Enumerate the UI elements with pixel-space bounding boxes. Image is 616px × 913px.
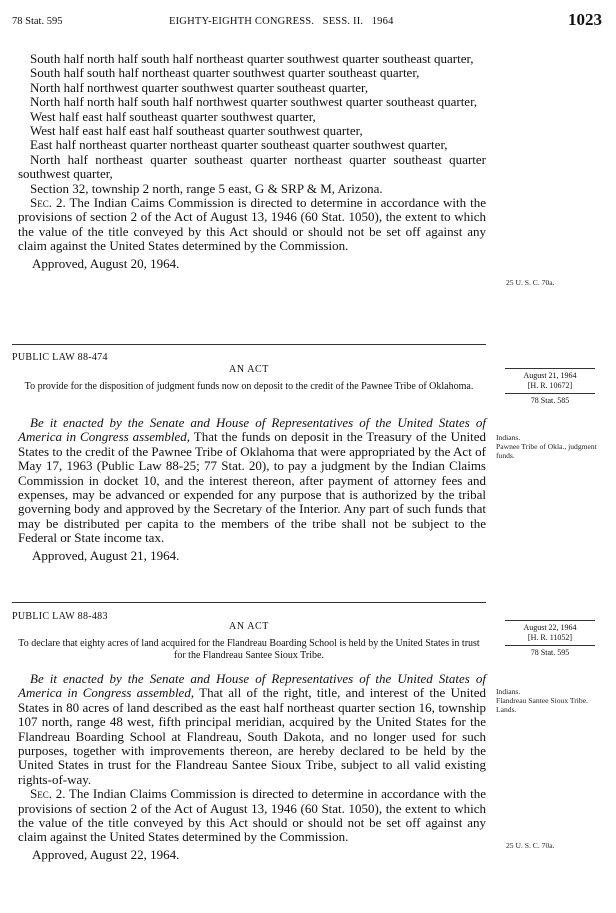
- margin-note: Indians. Flandreau Santee Sioux Tribe. Lands.: [496, 687, 588, 714]
- land-line: North half northwest quarter southwest quarter southeast quarter,: [30, 79, 369, 95]
- enactment-date: August 22, 1964: [505, 620, 595, 633]
- land-line: West half east half east half southeast quarter southwest quarter,: [30, 123, 363, 139]
- congress-session: EIGHTY-EIGHTH CONGRESS. SESS. II. 1964: [169, 16, 394, 27]
- section-text: The Indian Caims Commission is directed to determine in accordance with the provisions of section 2 of the Act of August 13, 1946 (60 Stat. 1050), the extent to which the value of the title conveyed by this Act should or should not be set off against any claim against the United States determined by the Commission.: [18, 195, 486, 254]
- stat-citation: 78 Stat. 595: [505, 645, 595, 658]
- land-line: North half northeast quarter southeast quarter northeast quarter southeast quarter southwest quarter,: [18, 151, 486, 182]
- section-label: Sec. 2.: [30, 786, 66, 802]
- approved-line: Approved, August 20, 1964.: [32, 255, 180, 271]
- section-divider: [12, 344, 486, 345]
- margin-citation: 25 U. S. C. 70a.: [506, 841, 555, 850]
- section-divider: [12, 602, 486, 603]
- page-number: 1023: [568, 10, 602, 29]
- approved-line: Approved, August 21, 1964.: [32, 547, 180, 563]
- act-body: [18, 672, 486, 862]
- land-description-list: [18, 52, 486, 271]
- section-2-paragraph: [18, 196, 486, 254]
- section-2-paragraph: [18, 787, 486, 845]
- section-label: Sec. 2.: [30, 195, 66, 211]
- an-act-heading: AN ACT: [229, 621, 269, 632]
- land-line: South half south half northeast quarter southwest quarter southeast quarter,: [30, 65, 420, 81]
- an-act-heading: AN ACT: [229, 364, 269, 375]
- act-purpose: To provide for the disposition of judgment funds now on deposit to the credit of the Pawnee Tribe of Oklahoma.: [24, 381, 474, 392]
- public-law-title: PUBLIC LAW 88-474: [12, 352, 108, 363]
- land-line: Section 32, township 2 north, range 5 east, G & SRP & M, Arizona.: [30, 180, 383, 196]
- stat-citation: 78 Stat. 585: [505, 393, 595, 406]
- enacting-paragraph: [18, 672, 486, 787]
- land-line: East half northeast quarter northeast quarter southeast quarter southwest quarter,: [30, 137, 448, 153]
- act-text: That all of the right, title, and interest of the United States in 80 acres of land described as the east half northeast quarter section 16, township 107 north, range 48 west, fifth principal meridian, acquired by the United States for the Flandreau Boarding School at Flandreau, South Dakota, and no longer used for such purposes, together with improvements thereon, are hereby declared to be held by the United States in trust for the Flandreau Santee Sioux Tribe, subject to all valid existing rights-of-way.: [18, 685, 486, 787]
- land-line: West half east half southeast quarter southwest quarter,: [30, 108, 316, 124]
- act-text: That the funds on deposit in the Treasury of the United States to the credit of the Pawnee Tribe of Oklahoma that were appropriated by the Act of May 17, 1963 (Public Law 88-25; 77 Stat. 20), to pay a judgment by the Indian Claims Commission in docket 10, and the interest thereon, after payment of attorney fees and expenses, may be advanced or expended for any purpose that is authorized by the tribal governing body and approved by the Secretary of the Interior. Any part of such funds that may be distributed per capita to the members of the tribe shall not be subject to the Federal or State income tax.: [18, 429, 486, 546]
- margin-citation: 25 U. S. C. 70a.: [506, 278, 555, 287]
- approved-line: Approved, August 22, 1964.: [32, 846, 180, 862]
- act-purpose: To declare that eighty acres of land acquired for the Flandreau Boarding School is held by the United States in trust for the Flandreau Santee Sioux Tribe.: [18, 638, 480, 661]
- stat-reference: 78 Stat. 595: [12, 16, 63, 27]
- enactment-sidebox: [505, 617, 595, 658]
- land-line: South half north half south half northeast quarter southwest quarter southeast quarter,: [30, 51, 474, 66]
- act-body: [18, 416, 486, 563]
- section-text: The Indian Claims Commission is directed to determine in accordance with the provisions of section 2 of the Act of August 13, 1946 (60 Stat. 1050), the extent to which the value of the title conveyed by this Act should or should not be set off against any claim against the United States determined by the Commission.: [18, 786, 486, 845]
- enacting-paragraph: [18, 416, 486, 546]
- margin-note: Indians. Pawnee Tribe of Okla., judgment funds.: [496, 433, 597, 460]
- enactment-sidebox: [505, 365, 595, 406]
- public-law-title: PUBLIC LAW 88-483: [12, 611, 108, 622]
- enactment-date: August 21, 1964: [505, 368, 595, 381]
- enacting-clause: Be it enacted by the Senate and House of Representatives of the United States of America in Congress assembled,: [18, 415, 486, 445]
- enacting-clause: Be it enacted by the Senate and House of Representatives of the United States of America in Congress assembled,: [18, 671, 486, 701]
- bill-number: [H. R. 11052]: [527, 632, 573, 642]
- page-header: [12, 10, 602, 34]
- land-line: North half north half south half northwest quarter southwest quarter southeast quarter,: [30, 94, 478, 110]
- bill-number: [H. R. 10672]: [527, 380, 573, 390]
